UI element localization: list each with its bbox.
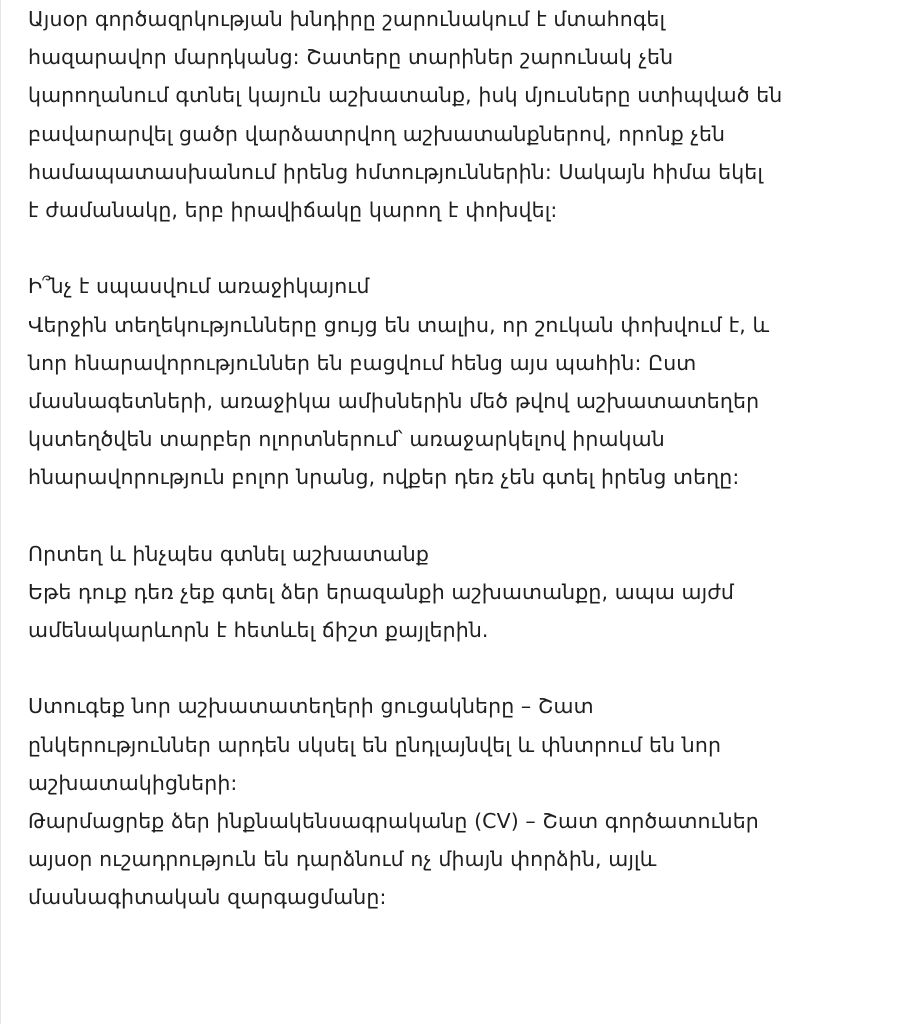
paragraph-line: հնարավորություն բոլոր նրանց, ովքեր դեռ չեն գտել իրենց տեղը: (28, 465, 740, 490)
article-body (28, 0, 888, 917)
paragraph-line: նոր հնարավորություններ են բացվում հենց այս պահին: Ըստ (28, 350, 697, 375)
paragraph-line: հազարավոր մարդկանց: Շատերը տարիներ շարունակ չեն (28, 45, 674, 70)
paragraph-gap (28, 496, 888, 534)
paragraph-line: Եթե դուք դեռ չեք գտել ձեր երազանքի աշխատանքը, ապա այժմ (28, 579, 734, 604)
paragraph-line: Այսօր գործազրկության խնդիրը շարունակում է մտահոգել (28, 7, 666, 31)
paragraph-line: մասնագետների, առաջիկա ամիսներին մեծ թվով աշխատատեղեր (28, 388, 760, 413)
tip-line: Թարմացրեք ձեր ինքնակենսագրականը (CV) – Շատ գործատուներ (28, 808, 759, 833)
paragraph-line: է ժամանակը, երբ իրավիճակը կարող է փոխվել: (28, 197, 558, 222)
section-tips (28, 687, 888, 916)
tip-line: մասնագիտական զարգացմանը: (28, 885, 387, 910)
section-where-how (28, 535, 888, 650)
tip-line: Ստուգեք նոր աշխատատեղերի ցուցակները – Շատ (28, 694, 594, 719)
paragraph-line: կստեղծվեն տարբեր ոլորտներում՝ առաջարկելով իրական (28, 427, 665, 452)
tip-line: այսօր ուշադրություն են դարձնում ոչ միայն փորձին, այլև (28, 847, 657, 872)
paragraph-line: Վերջին տեղեկությունները ցույց են տալիս, որ շուկան փոխվում է, և (28, 312, 770, 337)
section-heading: Ի՞նչ է սպասվում առաջիկայում (28, 274, 370, 299)
paragraph-gap (28, 229, 888, 267)
paragraph-line: կարողանում գտնել կայուն աշխատանք, իսկ մյուսները ստիպված են (28, 83, 783, 108)
section-heading: Որտեղ և ինչպես գտնել աշխատանք (28, 541, 429, 566)
paragraph-line: ամենակարևորն է հետևել ճիշտ քայլերին. (28, 618, 489, 642)
paragraph-line: բավարարվել ցածր վարձատրվող աշխատանքներով, որոնք չեն (28, 121, 726, 146)
intro-paragraph (28, 0, 888, 229)
tip-line: աշխատակիցների: (28, 770, 238, 795)
paragraph-gap (28, 649, 888, 687)
section-upcoming (28, 267, 888, 496)
tip-line: ընկերություններ արդեն սկսել են ընդլայնվել և փնտրում են նոր (28, 732, 722, 757)
paragraph-line: համապատասխանում իրենց հմտություններին: Սակայն հիմա եկել (28, 159, 764, 184)
